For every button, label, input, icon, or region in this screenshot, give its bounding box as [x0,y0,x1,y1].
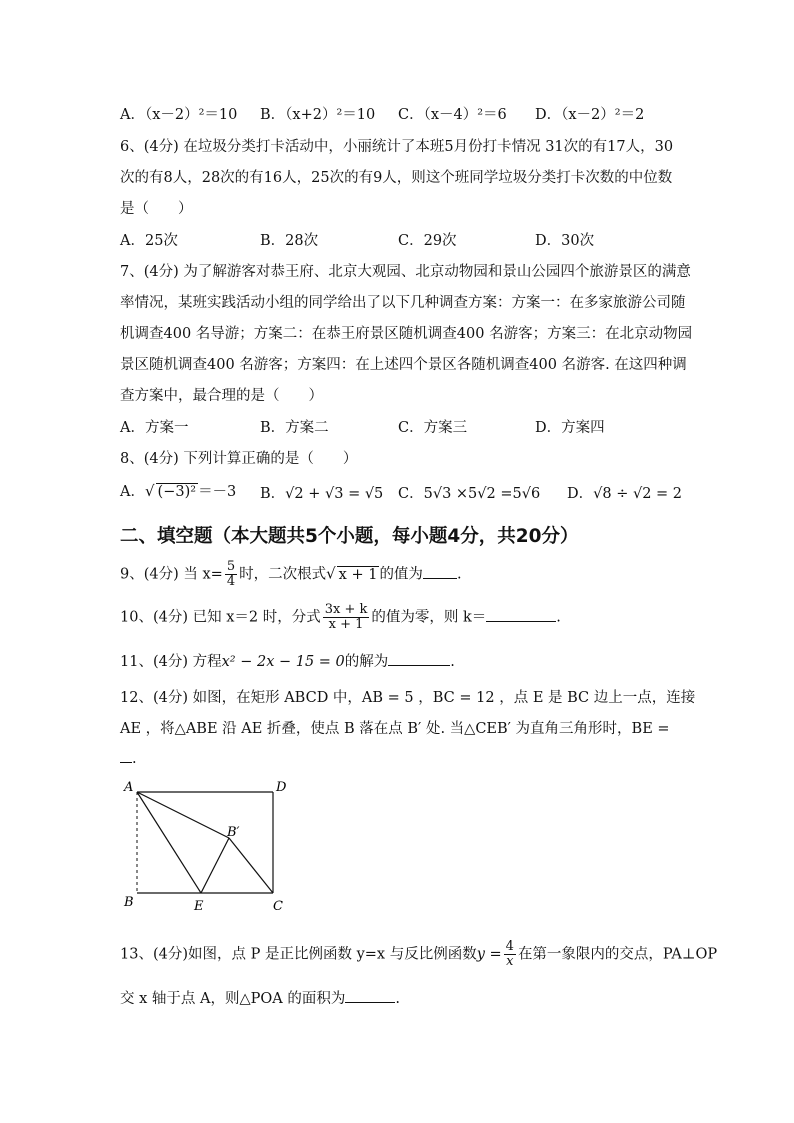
label-b: B [124,895,134,910]
q10-post: 的值为零，则 k＝ [371,609,487,626]
q13-y: y = [476,946,502,963]
q12-line-1: 12、(4分) 如图，在矩形 ABCD 中，AB = 5 ，BC = 12 ，点 E 是 BC 边上一点，连接 [120,690,696,706]
q13-fraction-denominator: x [506,954,514,969]
q10-fraction [323,603,370,632]
label-b-prime: B′ [227,825,240,840]
q8-option-a-radicand: (−3)² [157,484,197,500]
q9-end: . [456,566,462,583]
q8-option-d-label: D． [567,486,594,502]
q12-line-3 [120,748,137,767]
q5-option-b: B．（x+2）²＝10 [260,107,376,123]
segment-ebp [201,838,229,893]
q7-option-b: B．方案二 [260,420,329,436]
q9-fraction [225,560,237,589]
segment-abp [137,792,229,838]
q9-radicand: x + 1 [338,566,378,583]
q10-end: . [556,609,561,626]
q13-line-1 [120,940,717,969]
q6-option-b: B．28次 [260,233,319,249]
q9-answer-blank[interactable] [423,564,457,579]
q9-post: 的值为 [379,566,423,583]
q9-pre: 9、(4分) 当 x= [120,566,223,583]
label-c: C [273,899,283,914]
q13-fraction [504,940,516,969]
q10-fraction-numerator: 3x + k [324,602,368,617]
q6-option-d: D．30次 [535,233,595,249]
q9-mid: 时，二次根式 [239,566,327,583]
q13-answer-blank[interactable] [345,988,395,1003]
q6-option-a: A．25次 [120,233,178,249]
q5-option-d: D．（x－2）²＝2 [535,107,645,123]
q6-line-3: 是（ ） [120,201,193,217]
q11 [120,650,455,671]
radical-sign-icon: √ [326,564,336,583]
q12-line-2: AE ，将△ABE 沿 AE 折叠，使点 B 落在点 B′ 处. 当△CEB′ 为直角三角形时，BE = [120,721,670,737]
q7-option-a: A．方案一 [120,420,189,436]
q13-pre: 13、(4分)如图，点 P 是正比例函数 y=x 与反比例函数 [120,946,477,963]
q8-option-b-label: B． [260,486,286,502]
label-d: D [276,780,287,795]
segment-bpc [229,838,273,893]
q8-option-b-expr: √2 + √3 = √5 [285,486,384,502]
q7-option-d: D．方案四 [535,420,605,436]
q8-option-c-label: C． [398,486,424,502]
q10-pre: 10、(4分) 已知 x＝2 时，分式 [120,609,321,626]
q11-post: 的解为 [344,654,389,670]
q7-line-5: 查方案中，最合理的是（ ） [120,388,323,404]
q8-option-a-label: A． [120,484,145,500]
q11-answer-blank[interactable] [388,651,450,666]
q5-option-a: A．（x－2）²＝10 [120,107,238,123]
q5-option-c: C．（x－4）²＝6 [398,107,507,123]
q13-line-2 [120,987,400,1008]
q12-end: . [132,751,137,767]
q8-option-c [398,482,540,503]
q7-line-2: 率情况，某班实践活动小组的同学给出了以下几种调查方案：方案一：在多家旅游公司随 [120,295,686,311]
q7-line-3: 机调查400 名导游；方案二：在恭王府景区随机调查400 名游客；方案三：在北京动物园 [120,326,693,342]
q8-option-d-expr: √8 ÷ √2 = 2 [593,486,683,502]
radical-sign-icon: √ [144,482,155,500]
q6-line-2: 次的有8人，28次的有16人，25次的有9人，则这个班同学垃圾分类打卡次数的中位数 [120,170,673,186]
q13-end: . [395,991,400,1007]
q10 [120,603,561,632]
q11-pre: 11、(4分) 方程 [120,654,222,670]
q7-line-4: 景区随机调查400 名游客；方案四：在上述四个景区各随机调查400 名游客. 在这四种调 [120,357,687,373]
q13-fraction-numerator: 4 [505,939,514,954]
q12-figure [115,775,305,915]
q11-end: . [450,654,455,670]
q8-option-a-result: ＝－3 [198,484,237,500]
q9-fraction-numerator: 5 [226,559,236,574]
section-heading-fill-in: 二、填空题（本大题共5个小题，每小题4分，共20分） [120,526,579,547]
q10-answer-blank[interactable] [486,607,556,622]
q13-post: 在第一象限内的交点，PA⊥OP [517,946,718,963]
q9-fraction-denominator: 4 [226,574,236,589]
q13-line-2-text: 交 x 轴于点 A，则△POA 的面积为 [120,991,346,1007]
q6-line-1: 6、(4分) 在垃圾分类打卡活动中，小丽统计了本班5月份打卡情况 31次的有17人，30 [120,139,674,155]
q7-option-c: C．方案三 [398,420,468,436]
label-a: A [124,780,134,795]
q8-option-d [567,482,682,503]
label-e: E [194,899,204,914]
q9 [120,560,462,589]
q10-fraction-denominator: x + 1 [328,617,364,632]
q12-answer-blank[interactable] [120,748,132,763]
q8-stem: 8、(4分) 下列计算正确的是（ ） [120,451,358,467]
q8-option-c-expr: 5√3 ×5√2 =5√6 [423,486,541,502]
q7-line-1: 7、(4分) 为了解游客对恭王府、北京大观园、北京动物园和景山公园四个旅游景区的满意 [120,264,691,280]
q6-option-c: C．29次 [398,233,457,249]
q8-option-a [120,480,236,501]
segment-ae [137,792,201,893]
q8-option-b [260,482,383,503]
q11-equation: x² − 2x − 15 = 0 [221,654,345,670]
